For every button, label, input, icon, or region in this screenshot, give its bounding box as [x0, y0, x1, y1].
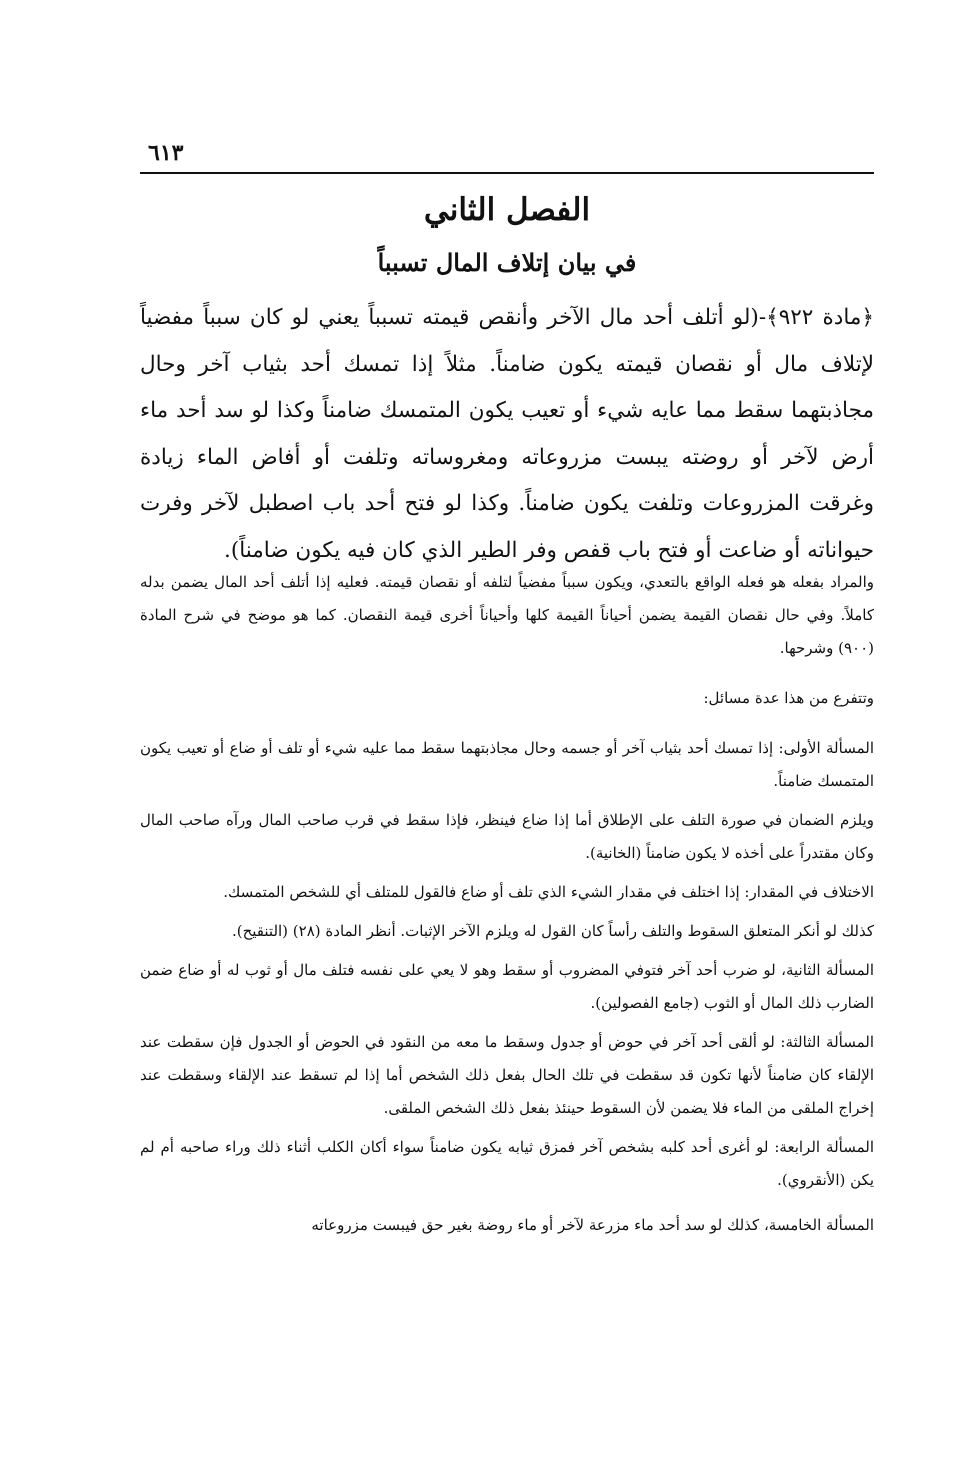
commentary-paragraph: الاختلاف في المقدار: إذا اختلف في مقدار الشيء الذي تلف أو ضاع فالقول للمتلف أي للشخص المتمسك. — [223, 883, 874, 901]
commentary-section — [140, 566, 874, 1242]
commentary-paragraph: وتتفرع من هذا عدة مسائل: — [703, 689, 874, 707]
chapter-title: الفصل الثاني — [423, 192, 591, 228]
page-number: ٦١٣ — [148, 140, 184, 166]
commentary-paragraph: ويلزم الضمان في صورة التلف على الإطلاق أما إذا ضاع فينظر، فإذا سقط في قرب صاحب المال ورآه صاحب المال وكان مقتدراً على أخذه لا يكون ضامناً (الخانية). — [140, 811, 874, 862]
commentary-paragraph: والمراد بفعله هو فعله الواقع بالتعدي، ويكون سبباً مفضياً لتلفه أو نقصان قيمته. فعليه إذا أتلف أحد المال يضمن بدله كاملاً. وفي حال نقصان القيمة يضمن أحياناً القيمة كلها وأحياناً أخرى قيمة النقصان. كما هو موضح في شرح المادة (٩٠٠) وشرحها. — [140, 573, 874, 657]
header-rule — [140, 172, 874, 174]
commentary-paragraph: المسألة الأولى: إذا تمسك أحد بثياب آخر أو جسمه وحال مجاذبتهما سقط مما عليه شيء أو تلف أو ضاع أو تعيب يكون المتمسك ضامناً. — [140, 739, 874, 790]
article-text: ﴿مادة ٩٢٢﴾-(لو أتلف أحد مال الآخر وأنقص قيمته تسبباً يعني لو كان سبباً مفضياً لإتلاف مال أو نقصان قيمته يكون ضامناً. مثلاً إذا تمسك أحد بثياب آخر وحال مجاذبتهما سقط مما عايه شيء أو تعيب يكون المتمسك ضامناً وكذا لو سد أحد ماء أرض لآخر أو روضته يبست مزروعاته ومغروساته وتلفت أو أفاض الماء زيادة وغرقت المزروعات وتلفت يكون ضامناً. وكذا لو فتح أحد باب اصطبل لآخر وفرت حيواناته أو ضاعت أو فتح باب قفص وفر الطير الذي كان فيه يكون ضامناً). — [140, 305, 874, 563]
commentary-paragraph: كذلك لو أنكر المتعلق السقوط والتلف رأساً كان القول له ويلزم الآخر الإثبات. أنظر المادة (٢٨) (التنقيح). — [231, 922, 874, 940]
commentary-paragraph: المسألة الرابعة: لو أغرى أحد كلبه بشخص آخر فمزق ثيابه يكون ضامناً سواء أكان الكلب أثناء ذلك وراء صاحبه أم لم يكن (الأنقروي). — [140, 1138, 874, 1189]
chapter-subtitle: في بيان إتلاف المال تسبباً — [377, 248, 637, 277]
commentary-paragraph: المسألة الثالثة: لو ألقى أحد آخر في حوض أو جدول وسقط ما معه من النقود في الحوض أو الجدول فإن سقطت عند الإلقاء كان ضامناً لأنها تكون قد سقطت في تلك الحال بفعل ذلك الشخص أما إذا لم تسقط عند الإلقاء وسقطت عند إخراج الملقى من الماء فلا يضمن لأن السقوط حينئذ بفعل ذلك الشخص الملقى. — [140, 1033, 874, 1117]
commentary-paragraph: المسألة الخامسة، كذلك لو سد أحد ماء مزرعة لآخر أو ماء روضة بغير حق فيبست مزروعاته — [311, 1216, 874, 1234]
commentary-paragraph: المسألة الثانية، لو ضرب أحد آخر فتوفي المضروب أو سقط وهو لا يعي على نفسه فتلف مال أو ثوب له أو ضاع ضمن الضارب ذلك المال أو الثوب (جامع الفصولين). — [140, 961, 874, 1012]
